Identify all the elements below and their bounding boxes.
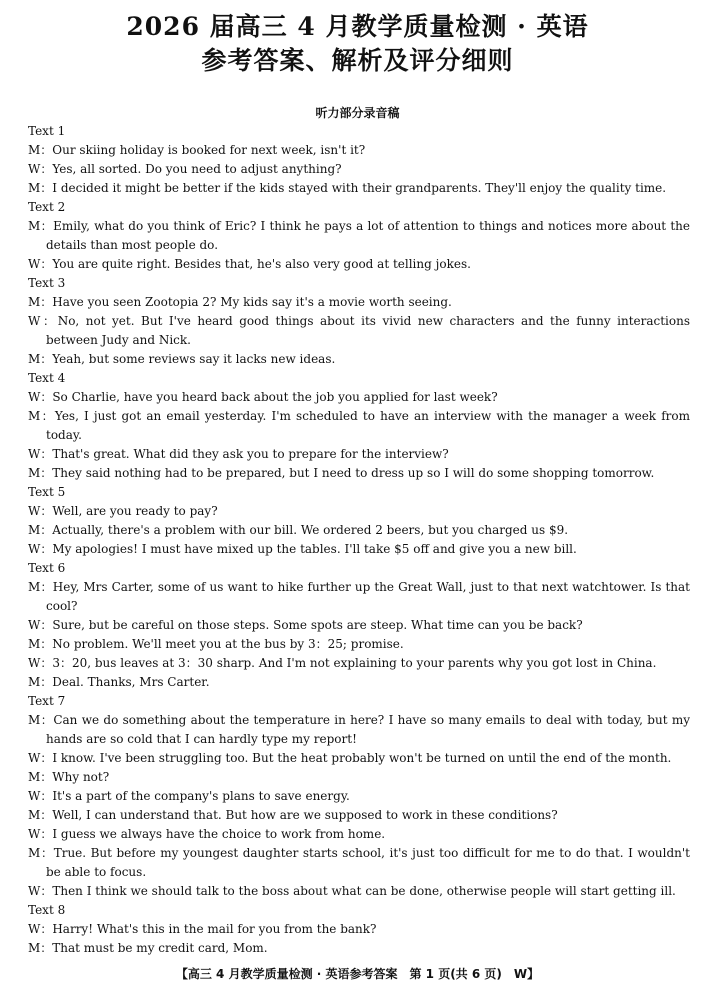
dialogue-line: M：Why not? — [28, 770, 110, 784]
dialogue-line: M：True. But before my youngest daughter starts school, it's just too difficult for me to do that. I wouldn't be able to focus. — [28, 846, 690, 879]
section-title: 听力部分录音稿 — [315, 106, 400, 120]
dialogue-line: W：Harry! What's this in the mail for you from the bank? — [28, 922, 377, 936]
text-heading: Text 6 — [28, 561, 66, 575]
text-heading: Text 2 — [28, 200, 66, 214]
text-heading: Text 5 — [28, 485, 66, 499]
dialogue-line: W：Well, are you ready to pay? — [28, 504, 218, 518]
dialogue-line: W：I know. I've been struggling too. But the heat probably won't be turned on until the end of the month. — [28, 751, 672, 765]
dialogue-line: M：No problem. We'll meet you at the bus by 3：25; promise. — [28, 637, 404, 651]
dialogue-line: W：You are quite right. Besides that, he's also very good at telling jokes. — [28, 257, 471, 271]
dialogue-line: W：Sure, but be careful on those steps. Some spots are steep. What time can you be back? — [28, 618, 583, 632]
dialogue-line: M：Yes, I just got an email yesterday. I'm scheduled to have an interview with the manager a week from today. — [28, 409, 690, 442]
dialogue-line: M：Well, I can understand that. But how are we supposed to work in these conditions? — [28, 808, 558, 822]
dialogue-line: M：Deal. Thanks, Mrs Carter. — [28, 675, 210, 689]
dialogue-line: M：Can we do something about the temperature in here? I have so many emails to deal with today, but my hands are so cold that I can hardly type my report! — [28, 713, 690, 746]
dialogue-line: M：Hey, Mrs Carter, some of us want to hike further up the Great Wall, just to that next watchtower. Is that cool? — [28, 580, 690, 613]
dialogue-line: W：Then I think we should talk to the boss about what can be done, otherwise people will start getting ill. — [28, 884, 676, 898]
dialogue-line: M：Actually, there's a problem with our bill. We ordered 2 beers, but you charged us $9. — [28, 523, 569, 537]
text-heading: Text 7 — [28, 694, 66, 708]
dialogue-line: M：They said nothing had to be prepared, but I need to dress up so I will do some shopping tomorrow. — [28, 466, 655, 480]
dialogue-line: M：That must be my credit card, Mom. — [28, 941, 268, 955]
dialogue-line: W：3：20, bus leaves at 3：30 sharp. And I'm not explaining to your parents why you got lost in China. — [28, 656, 657, 670]
dialogue-line: M：Emily, what do you think of Eric? I think he pays a lot of attention to things and notices more about the details than most people do. — [28, 219, 690, 252]
document-subtitle: 参考答案、解析及评分细则 — [201, 46, 514, 75]
text-heading: Text 8 — [28, 903, 66, 917]
text-heading: Text 1 — [28, 124, 66, 138]
dialogue-line: W：That's great. What did they ask you to prepare for the interview? — [28, 447, 449, 461]
dialogue-line: M：Have you seen Zootopia 2? My kids say it's a movie worth seeing. — [28, 295, 452, 309]
dialogue-line: W：Yes, all sorted. Do you need to adjust anything? — [28, 162, 342, 176]
text-heading: Text 3 — [28, 276, 66, 290]
dialogue-line: W：So Charlie, have you heard back about the job you applied for last week? — [28, 390, 498, 404]
transcript — [28, 122, 690, 958]
page-footer: 【高三 4 月教学质量检测 · 英语参考答案 第 1 页(共 6 页) W】 — [175, 967, 540, 981]
text-heading: Text 4 — [28, 371, 66, 385]
dialogue-line: W：I guess we always have the choice to work from home. — [28, 827, 386, 841]
dialogue-line: W：My apologies! I must have mixed up the tables. I'll take $5 off and give you a new bill. — [28, 542, 577, 556]
document-title: 2026 届高三 4 月教学质量检测 · 英语 — [126, 12, 589, 41]
dialogue-line: M：Yeah, but some reviews say it lacks new ideas. — [28, 352, 336, 366]
dialogue-line: M：I decided it might be better if the kids stayed with their grandparents. They'll enjoy the quality time. — [28, 181, 667, 195]
dialogue-line: W：No, not yet. But I've heard good things about its vivid new characters and the funny interactions between Judy and Nick. — [28, 314, 690, 347]
dialogue-line: M：Our skiing holiday is booked for next week, isn't it? — [28, 143, 366, 157]
dialogue-line: W：It's a part of the company's plans to save energy. — [28, 789, 350, 803]
